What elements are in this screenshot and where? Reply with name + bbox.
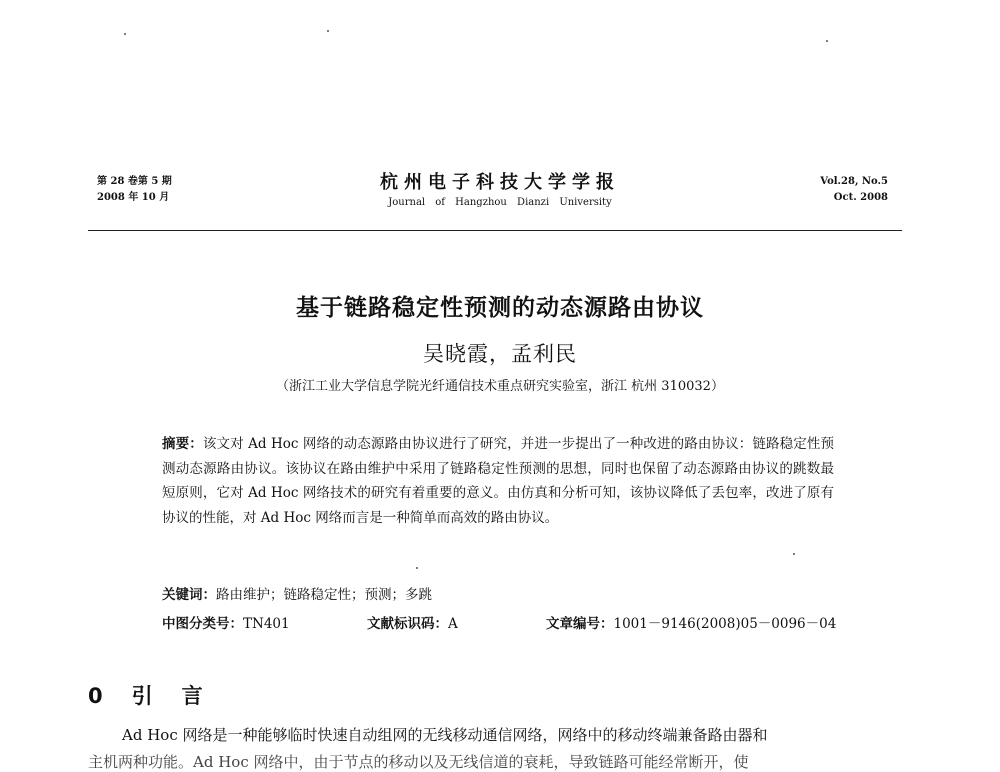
article-number-value: 1001－9146(2008)05－0096－04 [613,616,837,632]
header-rule [88,230,902,231]
keywords [162,583,432,603]
body-text-line-2: 主机两种功能。Ad Hoc 网络中，由于节点的移动以及无线信道的衰耗，导致链路可能经常断开，使 [88,753,749,771]
article-number [546,612,836,632]
author-affiliation: （浙江工业大学信息学院光纤通信技术重点研究实验室，浙江 杭州 310032） [276,379,724,394]
article-number-label: 文章编号： [546,616,614,632]
clc-value: TN401 [243,616,290,632]
keywords-label: 关键词： [162,587,216,603]
document-code-value: A [448,616,458,632]
paper-title: 基于链路稳定性预测的动态源路由协议 [296,295,704,321]
document-code [367,612,458,632]
section-heading: 0 引 言 [88,684,207,708]
scan-speck [327,30,329,32]
publication-date-english: Oct. 2008 [833,192,888,203]
clc-number [162,612,290,632]
paper-authors: 吴晓霞，孟利民 [423,342,577,366]
abstract-label: 摘要： [162,436,203,452]
scan-speck [826,40,828,42]
body-text-line-1: Ad Hoc 网络是一种能够临时快速自动组网的无线移动通信网络，网络中的移动终端兼备路由器和 [122,726,768,744]
scan-speck [793,553,795,555]
journal-title-chinese: 杭州电子科技大学学报 [380,172,620,193]
journal-title-english: Journal of Hangzhou Dianzi University [388,197,612,208]
abstract-text: 该文对 Ad Hoc 网络的动态源路由协议进行了研究，并进一步提出了一种改进的路由协议：链路稳定性预测动态源路由协议。该协议在路由维护中采用了链路稳定性预测的思想，同时也保留了动态源路由协议的跳数最短原则，它对 Ad Hoc 网络技术的研究有着重要的意义。由仿真和分析可知，该协议降低了丢包率，改进了原有协议的性能，对 Ad Hoc 网络而言是一种简单而高效的路由协议。 [162,436,834,526]
volume-issue: 第 28 卷第 5 期 [97,176,172,187]
document-code-label: 文献标识码： [367,616,448,632]
scan-speck [416,567,418,569]
scan-speck [124,33,126,35]
abstract [162,432,834,530]
keywords-text: 路由维护；链路稳定性；预测；多跳 [216,587,432,603]
publication-date: 2008 年 10 月 [97,192,170,203]
issue-info-english [820,174,888,206]
clc-label: 中图分类号： [162,616,243,632]
volume-issue-english: Vol.28, No.5 [820,176,888,187]
